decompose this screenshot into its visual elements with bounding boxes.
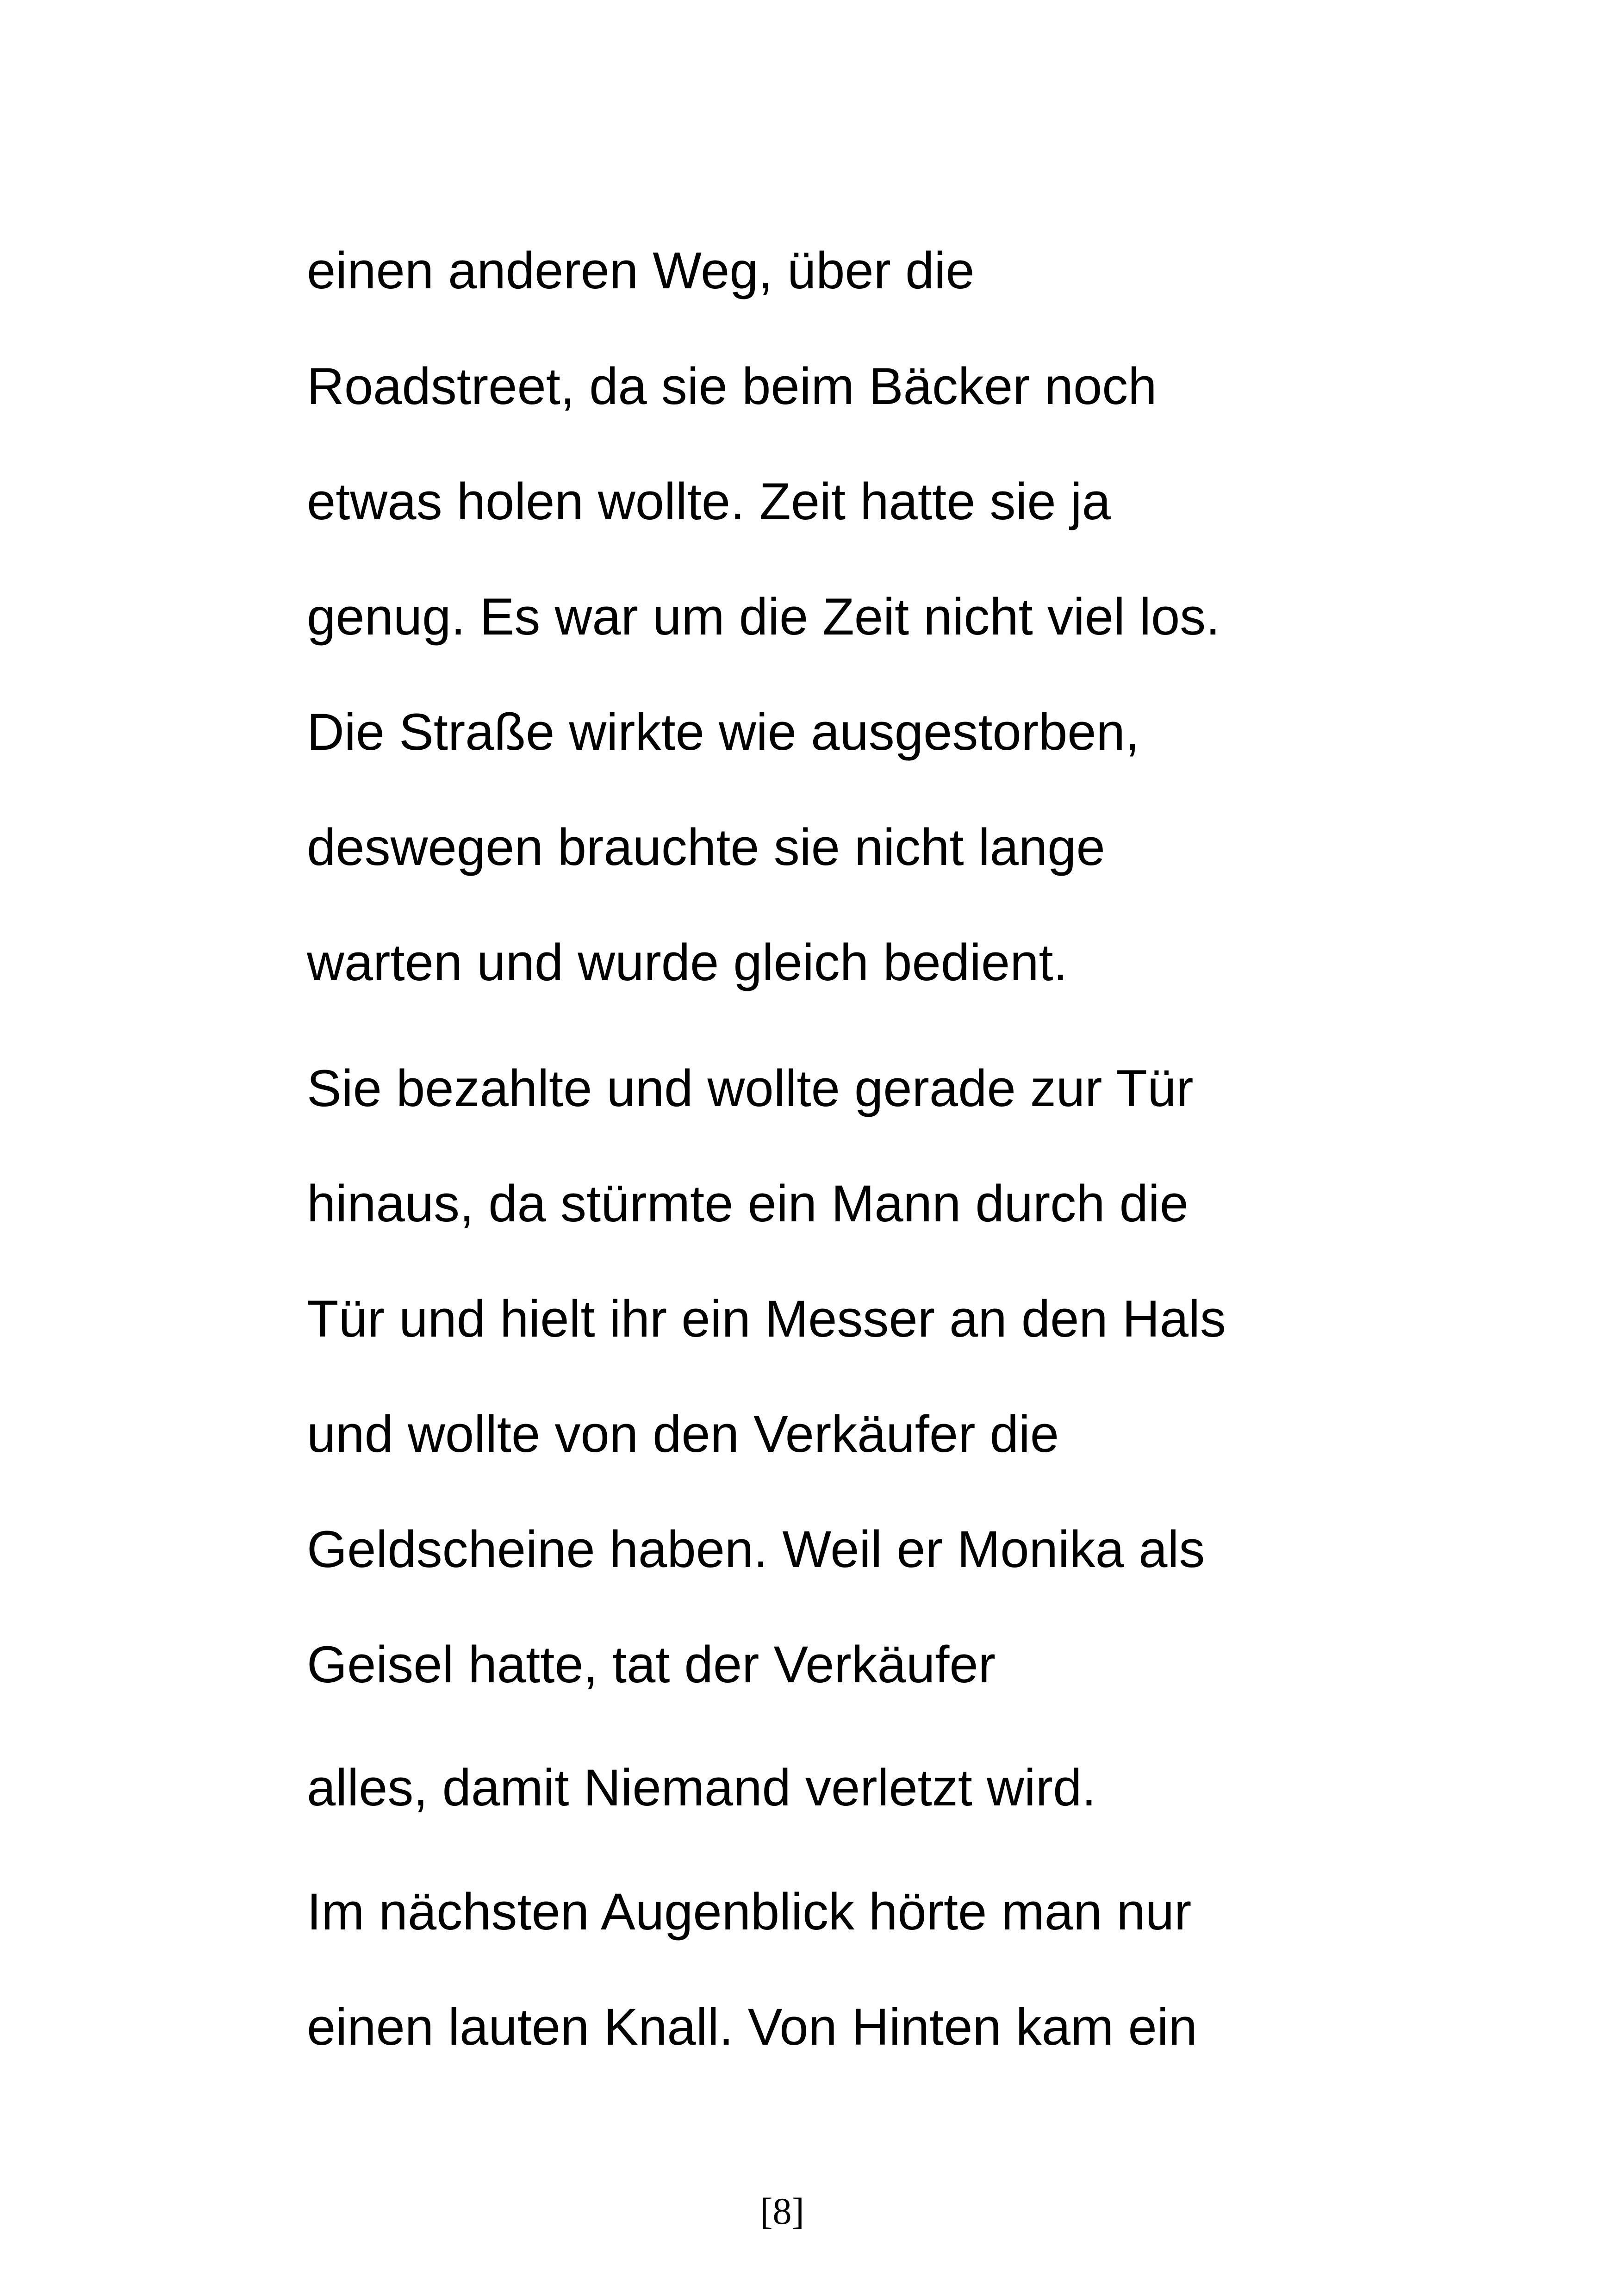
text-line: etwas holen wollte. Zeit hatte sie ja — [307, 473, 1111, 530]
text-line: Sie bezahlte und wollte gerade zur Tür — [307, 1059, 1194, 1117]
text-line: einen lauten Knall. Von Hinten kam ein — [307, 1998, 1197, 2056]
page-number: [8] — [760, 2190, 804, 2232]
text-line: Tür und hielt ihr ein Messer an den Hals — [307, 1290, 1226, 1348]
text-line: hinaus, da stürmte ein Mann durch die — [307, 1175, 1189, 1232]
text-line: alles, damit Niemand verletzt wird. — [307, 1759, 1096, 1817]
text-line: Die Straße wirkte wie ausgestorben, — [307, 703, 1139, 761]
text-line: Im nächsten Augenblick hörte man nur — [307, 1883, 1192, 1941]
text-line: Roadstreet, da sie beim Bäcker noch — [307, 357, 1157, 415]
text-line: warten und wurde gleich bedient. — [307, 933, 1068, 991]
text-line: genug. Es war um die Zeit nicht viel los. — [307, 588, 1220, 646]
text-line: Geldscheine haben. Weil er Monika als — [307, 1520, 1205, 1578]
text-line: und wollte von den Verkäufer die — [307, 1405, 1059, 1463]
text-line: deswegen brauchte sie nicht lange — [307, 818, 1105, 876]
text-line: Geisel hatte, tat der Verkäufer — [307, 1636, 996, 1693]
text-line: einen anderen Weg, über die — [307, 242, 975, 299]
